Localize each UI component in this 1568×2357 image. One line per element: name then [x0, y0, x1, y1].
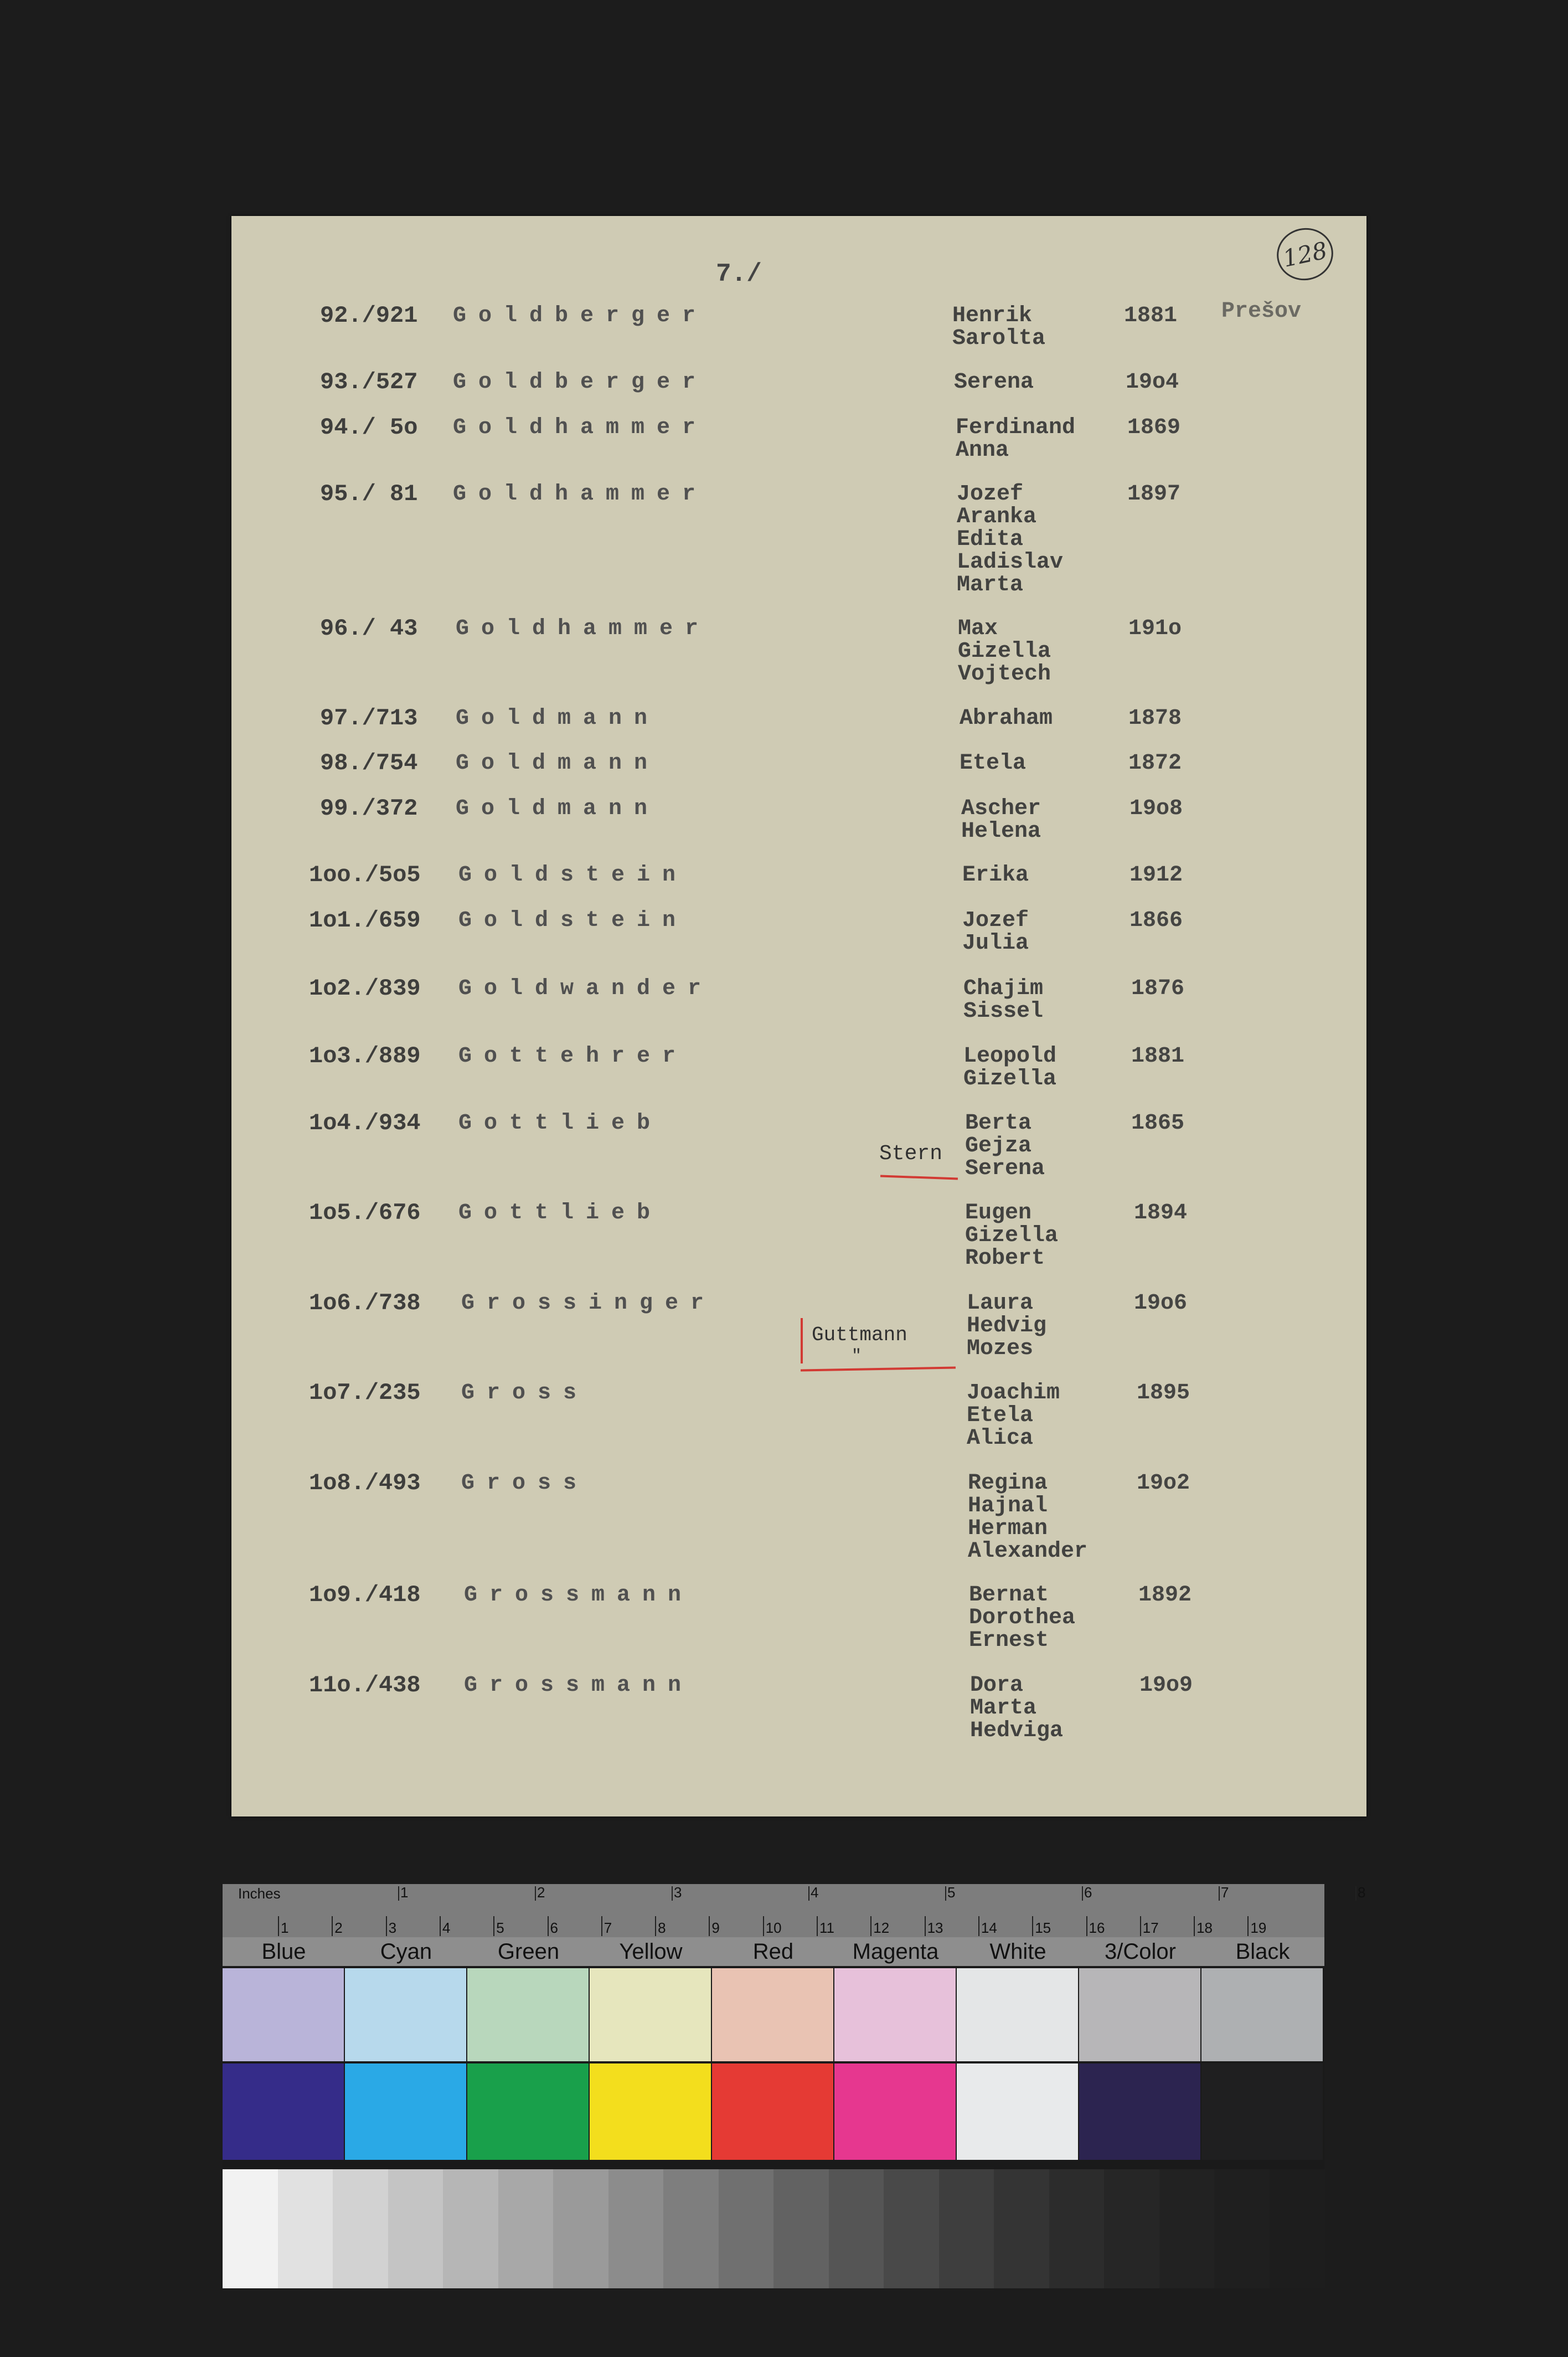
- cm-mark-label: 10: [765, 1919, 782, 1936]
- entry-birth-year: 1878: [1128, 706, 1182, 731]
- entry-surname: Goldberger: [453, 303, 708, 328]
- entry-surname: Goldwander: [458, 976, 714, 1001]
- patch-label: Blue: [261, 1939, 306, 1964]
- entry-surname: Goldhammer: [453, 415, 708, 440]
- entry-surname: Goldmann: [456, 751, 660, 776]
- inch-mark-label: 2: [537, 1884, 545, 1901]
- entry-number: 1o2./839: [309, 975, 421, 1002]
- color-calibration-target: [223, 1884, 1366, 2288]
- red-underline-stern: [880, 1175, 958, 1180]
- cm-tick: [493, 1916, 494, 1936]
- cm-mark-label: 18: [1196, 1919, 1213, 1936]
- light-color-patch: [712, 1968, 833, 2061]
- dark-color-patch: [467, 2063, 589, 2160]
- gray-step-patch: [553, 2169, 608, 2288]
- inch-mark-label: 8: [1358, 1884, 1366, 1901]
- cm-tick: [332, 1916, 333, 1936]
- cm-mark-label: 12: [873, 1919, 890, 1936]
- entry-birth-year: 1865: [1131, 1111, 1185, 1136]
- entry-given-names: Leopold Gizella: [963, 1044, 1057, 1092]
- inch-tick: [1082, 1886, 1083, 1901]
- cm-mark-label: 9: [711, 1919, 720, 1936]
- entry-given-names: Bernat Dorothea Ernest: [969, 1583, 1076, 1653]
- ruler: [223, 1884, 1366, 1937]
- cm-tick: [386, 1916, 387, 1936]
- light-color-patch: [590, 1968, 711, 2061]
- dark-color-patch: [590, 2063, 711, 2160]
- entry-surname: Goldmann: [456, 706, 660, 731]
- ruler-inches-label: Inches: [238, 1885, 281, 1902]
- annotation-guttmann: Guttmann: [812, 1324, 907, 1346]
- cm-tick: [978, 1916, 979, 1936]
- gray-step-patch: [1159, 2169, 1215, 2288]
- patch-label: Red: [752, 1939, 794, 1964]
- annotation-stern: Stern: [879, 1142, 943, 1166]
- entry-given-names: Dora Marta Hedviga: [970, 1673, 1064, 1743]
- inch-mark-label: 4: [811, 1884, 819, 1901]
- red-bracket-horizontal: [801, 1367, 956, 1372]
- entry-birth-year: 1895: [1137, 1381, 1190, 1406]
- entry-given-names: Jozef Julia: [962, 908, 1029, 956]
- gray-step-patch: [884, 2169, 939, 2288]
- entry-surname: Gottlieb: [458, 1201, 663, 1226]
- place-name: Prešov: [1221, 299, 1302, 324]
- gray-step-patch: [223, 2169, 278, 2288]
- patch-label: Green: [497, 1939, 560, 1964]
- entry-birth-year: 1894: [1134, 1201, 1188, 1226]
- cm-tick: [817, 1916, 818, 1936]
- entry-given-names: Laura Hedvig Mozes: [967, 1291, 1047, 1361]
- entry-surname: Goldberger: [453, 370, 708, 395]
- entry-birth-year: 1872: [1128, 751, 1182, 776]
- entry-birth-year: 1876: [1131, 976, 1185, 1001]
- cm-mark-label: 15: [1035, 1919, 1051, 1936]
- light-color-patch: [223, 1968, 344, 2061]
- entry-given-names: Berta Gejza Serena: [965, 1111, 1045, 1181]
- gray-step-patch: [388, 2169, 443, 2288]
- entry-surname: Gross: [461, 1471, 589, 1496]
- inch-tick: [808, 1886, 809, 1901]
- entry-birth-year: 191o: [1128, 616, 1182, 641]
- entry-given-names: Abraham: [960, 706, 1053, 731]
- cm-tick: [925, 1916, 926, 1936]
- entry-given-names: Chajim Sissel: [963, 976, 1044, 1024]
- cm-mark-label: 5: [496, 1919, 504, 1936]
- gray-step-patch: [1270, 2169, 1325, 2288]
- entry-number: 11o./438: [309, 1672, 421, 1699]
- entry-surname: Grossinger: [461, 1291, 716, 1316]
- cm-mark-label: 16: [1089, 1919, 1105, 1936]
- cm-tick: [1086, 1916, 1087, 1936]
- entry-given-names: Eugen Gizella Robert: [965, 1201, 1059, 1271]
- entry-number: 1o7./235: [309, 1380, 421, 1406]
- cm-mark-label: 7: [604, 1919, 612, 1936]
- dark-color-patch: [1201, 2063, 1323, 2160]
- cm-tick: [709, 1916, 710, 1936]
- gray-step-patch: [773, 2169, 829, 2288]
- inch-tick: [535, 1886, 536, 1901]
- entry-number: 96./ 43: [320, 615, 418, 642]
- cm-mark-label: 17: [1142, 1919, 1159, 1936]
- entry-number: 97./713: [320, 705, 418, 732]
- entry-given-names: Henrik Sarolta: [952, 303, 1046, 351]
- entry-birth-year: 19o6: [1134, 1291, 1188, 1316]
- entry-surname: Goldstein: [458, 908, 688, 933]
- cm-tick: [601, 1916, 602, 1936]
- cm-tick: [1140, 1916, 1141, 1936]
- entry-surname: Goldstein: [458, 863, 688, 888]
- entry-surname: Gross: [461, 1381, 589, 1406]
- inch-tick: [672, 1886, 673, 1901]
- archive-stamp: 128: [1272, 223, 1338, 285]
- gray-step-patch: [1214, 2169, 1270, 2288]
- light-color-patch: [467, 1968, 589, 2061]
- entry-given-names: Jozef Aranka Edita Ladislav Marta: [957, 482, 1064, 598]
- entry-number: 1oo./5o5: [309, 862, 421, 888]
- gray-step-patch: [443, 2169, 498, 2288]
- document-page: [231, 216, 1366, 1816]
- gray-step-patch: [829, 2169, 884, 2288]
- gray-step-patch: [1104, 2169, 1159, 2288]
- cm-tick: [1032, 1916, 1033, 1936]
- entry-birth-year: 19o4: [1126, 370, 1179, 395]
- gray-step-patch: [333, 2169, 388, 2288]
- cm-tick: [763, 1916, 764, 1936]
- entry-birth-year: 19o8: [1129, 796, 1183, 821]
- entry-number: 1o1./659: [309, 907, 421, 934]
- entry-number: 1o4./934: [309, 1110, 421, 1136]
- inch-mark-label: 5: [947, 1884, 956, 1901]
- dark-color-patch: [345, 2063, 466, 2160]
- entry-surname: Grossmann: [464, 1583, 694, 1608]
- dark-color-patch: [223, 2063, 344, 2160]
- entry-number: 95./ 81: [320, 481, 418, 507]
- entry-number: 1o9./418: [309, 1582, 421, 1608]
- gray-step-patch: [498, 2169, 554, 2288]
- gray-step-patch: [939, 2169, 994, 2288]
- inch-mark-label: 7: [1221, 1884, 1229, 1901]
- cm-tick: [440, 1916, 441, 1936]
- gray-step-patch: [278, 2169, 333, 2288]
- inch-mark-label: 1: [400, 1884, 409, 1901]
- light-color-patch: [834, 1968, 956, 2061]
- patch-label: Black: [1235, 1939, 1290, 1964]
- cm-tick: [548, 1916, 549, 1936]
- gray-step-patch: [994, 2169, 1049, 2288]
- gray-step-patch: [663, 2169, 719, 2288]
- entry-number: 93./527: [320, 369, 418, 395]
- entry-birth-year: 1881: [1131, 1044, 1185, 1069]
- entry-birth-year: 1892: [1138, 1583, 1192, 1608]
- entry-surname: Gottlieb: [458, 1111, 663, 1136]
- inch-tick: [945, 1886, 946, 1901]
- cm-tick: [1194, 1916, 1195, 1936]
- entry-number: 1o6./738: [309, 1290, 421, 1316]
- cm-tick: [278, 1916, 279, 1936]
- entry-number: 98./754: [320, 750, 418, 776]
- dark-color-patch: [957, 2063, 1078, 2160]
- cm-mark-label: 6: [550, 1919, 558, 1936]
- patch-label: Cyan: [380, 1939, 432, 1964]
- page-number: 7./: [716, 260, 762, 289]
- patch-label: 3/Color: [1105, 1939, 1176, 1964]
- entry-surname: Goldhammer: [456, 616, 711, 641]
- entry-birth-year: 1866: [1129, 908, 1183, 933]
- gray-step-patch: [719, 2169, 774, 2288]
- light-color-patch: [957, 1968, 1078, 2061]
- entry-given-names: Ferdinand Anna: [956, 415, 1076, 463]
- entry-birth-year: 1912: [1129, 863, 1183, 888]
- entry-birth-year: 19o9: [1139, 1673, 1193, 1698]
- cm-mark-label: 3: [388, 1919, 397, 1936]
- cm-mark-label: 1: [281, 1919, 289, 1936]
- entry-given-names: Max Gizella Vojtech: [958, 616, 1051, 687]
- entry-birth-year: 19o2: [1137, 1471, 1190, 1496]
- entry-number: 94./ 5o: [320, 414, 418, 441]
- cm-mark-label: 2: [334, 1919, 343, 1936]
- cm-mark-label: 19: [1250, 1919, 1267, 1936]
- cm-tick: [655, 1916, 656, 1936]
- entry-given-names: Ascher Helena: [961, 796, 1041, 844]
- entry-number: 1o5./676: [309, 1200, 421, 1226]
- inch-mark-label: 6: [1084, 1884, 1092, 1901]
- entry-surname: Grossmann: [464, 1673, 694, 1698]
- inch-tick: [1219, 1886, 1220, 1901]
- inch-tick: [1355, 1886, 1356, 1901]
- cm-mark-label: 8: [658, 1919, 666, 1936]
- cm-mark-label: 13: [927, 1919, 943, 1936]
- patch-label: Magenta: [852, 1939, 939, 1964]
- red-bracket-vertical: [801, 1318, 803, 1363]
- cm-mark-label: 4: [442, 1919, 451, 1936]
- entry-given-names: Etela: [960, 751, 1027, 776]
- entry-birth-year: 1897: [1127, 482, 1181, 507]
- entry-given-names: Regina Hajnal Herman Alexander: [968, 1471, 1088, 1564]
- cm-tick: [870, 1916, 871, 1936]
- entry-birth-year: 1881: [1124, 303, 1178, 328]
- entry-given-names: Serena: [954, 370, 1034, 395]
- inch-tick: [398, 1886, 399, 1901]
- cm-mark-label: 11: [819, 1919, 834, 1936]
- inch-mark-label: 3: [674, 1884, 682, 1901]
- entry-number: 92./921: [320, 302, 418, 329]
- entry-surname: Goldmann: [456, 796, 660, 821]
- entry-given-names: Joachim Etela Alica: [967, 1381, 1060, 1451]
- light-color-patch: [1201, 1968, 1323, 2061]
- light-color-patch: [345, 1968, 466, 2061]
- gray-step-patch: [1049, 2169, 1105, 2288]
- entry-surname: Goldhammer: [453, 482, 708, 507]
- patch-label: Yellow: [619, 1939, 683, 1964]
- dark-color-patch: [834, 2063, 956, 2160]
- cm-mark-label: 14: [981, 1919, 997, 1936]
- gray-step-patch: [608, 2169, 664, 2288]
- entry-given-names: Erika: [962, 863, 1029, 888]
- cm-tick: [1247, 1916, 1249, 1936]
- dark-color-patch: [1079, 2063, 1200, 2160]
- patch-label-row: [223, 1937, 1324, 1966]
- entry-number: 99./372: [320, 795, 418, 822]
- entry-number: 1o3./889: [309, 1043, 421, 1069]
- dark-color-patch: [712, 2063, 833, 2160]
- patch-label: White: [989, 1939, 1046, 1964]
- light-color-patch: [1079, 1968, 1200, 2061]
- entry-number: 1o8./493: [309, 1470, 421, 1496]
- entry-surname: Gottehrer: [458, 1044, 688, 1069]
- entry-birth-year: 1869: [1127, 415, 1181, 440]
- annotation-ditto: ": [852, 1347, 862, 1366]
